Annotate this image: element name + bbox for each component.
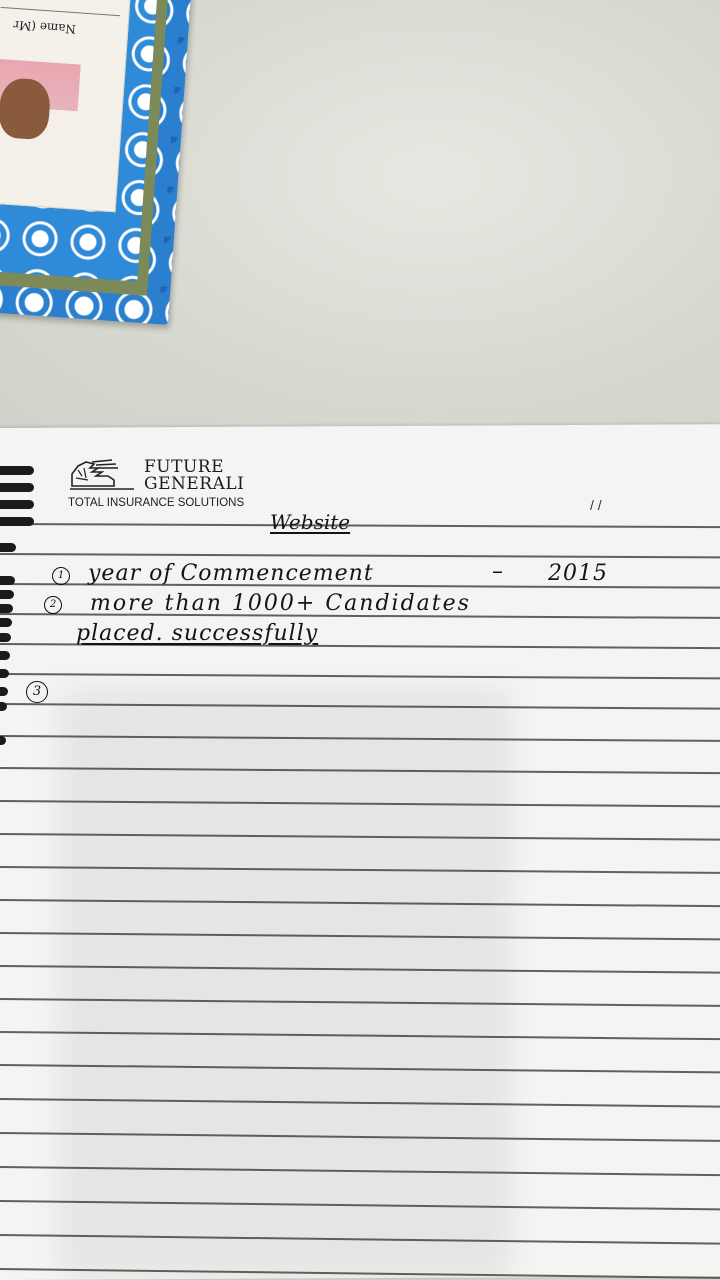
id-card-rule <box>1 7 121 16</box>
page-shadow <box>60 690 510 1280</box>
heading-website: Website <box>270 510 351 534</box>
note-2-number: 2 <box>44 596 62 614</box>
spiral-ring <box>0 651 10 660</box>
spiral-ring <box>0 466 34 475</box>
spiral-ring <box>0 618 12 627</box>
note-2-continuation: placed. successfully <box>76 621 319 646</box>
id-card <box>0 0 132 212</box>
spiral-ring <box>0 517 34 526</box>
spiral-ring <box>0 576 15 585</box>
spiral-ring <box>0 604 13 613</box>
brand-line-1: FUTURE <box>144 457 224 477</box>
note-1-dash: – <box>492 559 503 584</box>
note-2-text: more than 1000+ Candidates <box>90 591 471 616</box>
spiral-ring <box>0 543 16 552</box>
spiral-ring <box>0 633 11 642</box>
brand-name <box>144 459 244 493</box>
spiral-ring <box>0 669 9 678</box>
note-1-text: year of Commencement <box>88 561 374 586</box>
spiral-ring <box>0 590 14 599</box>
note-1-value: 2015 <box>548 561 608 586</box>
id-card-face <box>0 77 52 140</box>
note-3-number: 3 <box>26 681 48 703</box>
lion-logo-icon <box>68 456 138 492</box>
spiral-ring <box>0 500 34 509</box>
id-card-photo <box>0 59 81 168</box>
date-placeholder: / / <box>590 497 602 513</box>
note-1-number: 1 <box>52 567 70 585</box>
spiral-ring <box>0 483 34 492</box>
brand-line-2: GENERALI <box>144 474 245 494</box>
id-card-name-label: Name (Mr <box>12 17 77 37</box>
brand-tagline: TOTAL INSURANCE SOLUTIONS <box>68 497 245 509</box>
